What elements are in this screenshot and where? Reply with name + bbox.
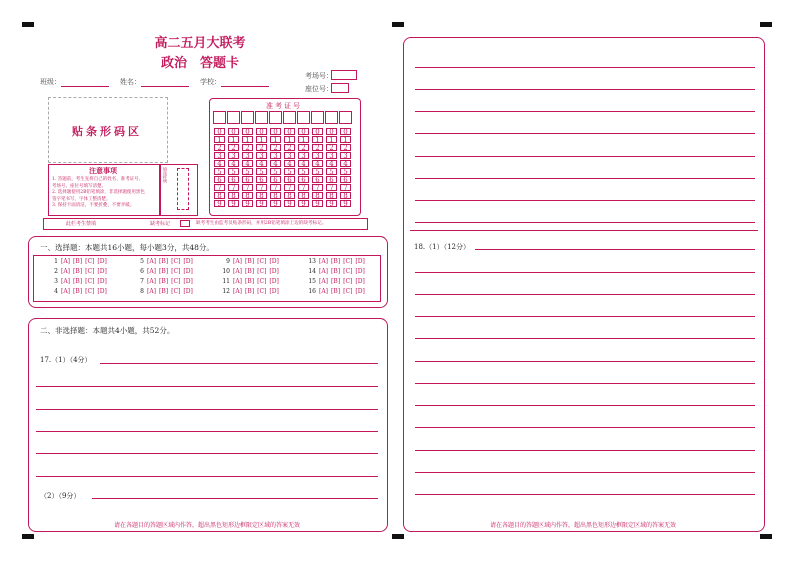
option-bubble[interactable]: [A]	[319, 258, 329, 265]
admission-write-cell[interactable]	[283, 111, 296, 124]
admission-digit-bubble[interactable]: 1	[214, 136, 225, 143]
admission-digit-bubble[interactable]: 8	[284, 192, 295, 199]
question-number: 5	[140, 258, 144, 265]
admission-digit-bubble[interactable]: 9	[256, 200, 267, 207]
q17-1-label: 17.（1）（4分）	[40, 356, 92, 364]
admission-digit-bubble[interactable]: 1	[284, 136, 295, 143]
sample-swatch	[177, 168, 189, 210]
question-number: 7	[140, 278, 144, 285]
option-bubble[interactable]: [A]	[147, 268, 157, 275]
seat-box[interactable]	[331, 83, 349, 93]
option-bubble[interactable]: [C]	[85, 268, 95, 275]
admission-digit-bubble[interactable]: 6	[340, 176, 351, 183]
option-bubble[interactable]: [D]	[269, 278, 279, 285]
admission-digit-bubble[interactable]: 5	[326, 168, 337, 175]
question-number: 2	[54, 268, 58, 275]
admission-digit-bubble[interactable]: 9	[284, 200, 295, 207]
barcode-label: 贴条形码区	[72, 125, 142, 138]
admission-digit-bubble[interactable]: 5	[242, 168, 253, 175]
admission-write-cell[interactable]	[241, 111, 254, 124]
admission-digit-bubble[interactable]: 1	[242, 136, 253, 143]
answer-line[interactable]	[415, 156, 755, 157]
option-bubble[interactable]: [C]	[257, 258, 267, 265]
answer-line[interactable]	[415, 272, 755, 273]
option-bubble[interactable]: [A]	[61, 278, 71, 285]
admission-digit-bubble[interactable]: 3	[340, 152, 351, 159]
option-bubble[interactable]: [B]	[73, 258, 83, 265]
room-label: 考场号：	[305, 72, 333, 80]
choice-row[interactable]	[306, 268, 368, 275]
option-bubble[interactable]: [B]	[73, 288, 83, 295]
option-bubble[interactable]: [C]	[343, 278, 353, 285]
admission-digit-bubble[interactable]: 7	[270, 184, 281, 191]
choice-row[interactable]	[220, 278, 282, 285]
admission-digit-bubble[interactable]: 4	[270, 160, 281, 167]
answer-line[interactable]	[100, 363, 378, 364]
admission-digit-bubble[interactable]: 0	[312, 128, 323, 135]
question-number: 15	[308, 278, 316, 285]
admission-digit-bubble[interactable]: 6	[298, 176, 309, 183]
admission-digit-bubble[interactable]: 0	[270, 128, 281, 135]
admission-digit-bubble[interactable]: 9	[312, 200, 323, 207]
admission-label: 准考证号	[266, 102, 302, 110]
registration-mark	[22, 22, 34, 27]
option-bubble[interactable]: [C]	[85, 278, 95, 285]
admission-digit-bubble[interactable]: 3	[228, 152, 239, 159]
admission-write-cell[interactable]	[297, 111, 310, 124]
admission-write-cell[interactable]	[227, 111, 240, 124]
option-bubble[interactable]: [D]	[269, 288, 279, 295]
option-bubble[interactable]: [C]	[343, 288, 353, 295]
section2-title: 二、非选择题：本题共4小题，共52分。	[40, 326, 175, 335]
option-bubble[interactable]: [A]	[61, 268, 71, 275]
option-bubble[interactable]: [D]	[355, 268, 365, 275]
option-bubble[interactable]: [D]	[97, 288, 107, 295]
admission-digit-bubble[interactable]: 1	[298, 136, 309, 143]
option-bubble[interactable]: [C]	[257, 278, 267, 285]
admission-digit-bubble[interactable]: 2	[242, 144, 253, 151]
admission-digit-bubble[interactable]: 0	[326, 128, 337, 135]
option-bubble[interactable]: [A]	[233, 288, 243, 295]
school-field[interactable]	[200, 76, 269, 87]
question-number: 3	[54, 278, 58, 285]
answer-line[interactable]	[415, 294, 755, 295]
option-bubble[interactable]: [A]	[147, 288, 157, 295]
admission-digit-bubble[interactable]: 3	[270, 152, 281, 159]
answer-line[interactable]	[36, 431, 378, 432]
admission-digit-bubble[interactable]: 8	[214, 192, 225, 199]
admission-digit-bubble[interactable]: 3	[256, 152, 267, 159]
option-bubble[interactable]: [D]	[269, 268, 279, 275]
admission-digit-bubble[interactable]: 0	[214, 128, 225, 135]
admission-digit-bubble[interactable]: 5	[340, 168, 351, 175]
notice-title: 注意事项	[89, 166, 117, 175]
admission-write-cell[interactable]	[325, 111, 338, 124]
option-bubble[interactable]: [C]	[257, 288, 267, 295]
question-number: 12	[222, 288, 230, 295]
answer-line[interactable]	[415, 494, 755, 495]
admission-digit-bubble[interactable]: 1	[270, 136, 281, 143]
sample-label: 填涂样例	[163, 167, 168, 183]
admission-digit-bubble[interactable]: 4	[242, 160, 253, 167]
absent-mark-box[interactable]	[180, 220, 190, 227]
option-bubble[interactable]: [C]	[171, 278, 181, 285]
admission-digit-bubble[interactable]: 6	[284, 176, 295, 183]
option-bubble[interactable]: [C]	[171, 258, 181, 265]
admission-digit-bubble[interactable]: 7	[256, 184, 267, 191]
admission-digit-bubble[interactable]: 4	[326, 160, 337, 167]
option-bubble[interactable]: [D]	[355, 278, 365, 285]
option-bubble[interactable]: [D]	[183, 258, 193, 265]
answer-line[interactable]	[415, 133, 755, 134]
answer-line[interactable]	[475, 249, 755, 250]
admission-digit-bubble[interactable]: 3	[284, 152, 295, 159]
admission-digit-bubble[interactable]: 4	[312, 160, 323, 167]
footer-right: 请在各题目的答题区域内作答，超出黑色矩形边框限定区域的答案无效	[489, 522, 676, 529]
answer-line[interactable]	[415, 316, 755, 317]
option-bubble[interactable]: [D]	[97, 268, 107, 275]
option-bubble[interactable]: [C]	[85, 258, 95, 265]
forbid-left: 此栏考生禁填	[66, 221, 97, 227]
option-bubble[interactable]: [B]	[73, 268, 83, 275]
option-bubble[interactable]: [B]	[245, 288, 255, 295]
admission-digit-bubble[interactable]: 6	[242, 176, 253, 183]
admission-digit-bubble[interactable]: 4	[298, 160, 309, 167]
option-bubble[interactable]: [D]	[355, 258, 365, 265]
answer-line[interactable]	[92, 498, 378, 499]
option-bubble[interactable]: [D]	[183, 278, 193, 285]
option-bubble[interactable]: [A]	[61, 288, 71, 295]
admission-digit-bubble[interactable]: 1	[256, 136, 267, 143]
admission-digit-bubble[interactable]: 4	[214, 160, 225, 167]
option-bubble[interactable]: [B]	[245, 268, 255, 275]
admission-digit-bubble[interactable]: 0	[256, 128, 267, 135]
answer-line[interactable]	[36, 386, 378, 387]
admission-digit-bubble[interactable]: 8	[228, 192, 239, 199]
option-bubble[interactable]: [B]	[331, 258, 341, 265]
forbid-right: 缺考考生由监考员贴条形码，并用2B铅笔填涂上边的缺考标记。	[196, 221, 327, 226]
answer-line[interactable]	[415, 338, 755, 339]
option-bubble[interactable]: [D]	[355, 288, 365, 295]
admission-write-cell[interactable]	[339, 111, 352, 124]
option-bubble[interactable]: [A]	[319, 268, 329, 275]
admission-digit-bubble[interactable]: 4	[228, 160, 239, 167]
admission-digit-bubble[interactable]: 8	[256, 192, 267, 199]
question-number: 8	[140, 288, 144, 295]
admission-digit-bubble[interactable]: 7	[228, 184, 239, 191]
admission-digit-bubble[interactable]: 6	[312, 176, 323, 183]
admission-digit-bubble[interactable]: 6	[326, 176, 337, 183]
option-bubble[interactable]: [D]	[183, 288, 193, 295]
option-bubble[interactable]: [C]	[171, 268, 181, 275]
choice-row[interactable]	[48, 258, 110, 265]
option-bubble[interactable]: [A]	[61, 258, 71, 265]
admission-digit-bubble[interactable]: 5	[270, 168, 281, 175]
admission-digit-bubble[interactable]: 7	[214, 184, 225, 191]
admission-digit-bubble[interactable]: 2	[340, 144, 351, 151]
admission-digit-bubble[interactable]: 8	[270, 192, 281, 199]
option-bubble[interactable]: [D]	[97, 258, 107, 265]
choice-row[interactable]	[48, 268, 110, 275]
admission-digit-bubble[interactable]: 3	[214, 152, 225, 159]
choice-row[interactable]	[306, 258, 368, 265]
registration-mark	[22, 534, 34, 539]
choice-row[interactable]	[48, 288, 110, 295]
answer-line[interactable]	[36, 409, 378, 410]
question-number: 6	[140, 268, 144, 275]
answer-line[interactable]	[415, 450, 755, 451]
option-bubble[interactable]: [B]	[331, 288, 341, 295]
option-bubble[interactable]: [A]	[233, 258, 243, 265]
question-number: 13	[308, 258, 316, 265]
admission-write-cell[interactable]	[269, 111, 282, 124]
admission-digit-bubble[interactable]: 2	[214, 144, 225, 151]
choice-row[interactable]	[306, 288, 368, 295]
seat-label: 座位号：	[305, 85, 333, 93]
name-field[interactable]	[120, 76, 189, 87]
option-bubble[interactable]: [B]	[159, 258, 169, 265]
admission-digit-bubble[interactable]: 4	[340, 160, 351, 167]
admission-digit-bubble[interactable]: 2	[312, 144, 323, 151]
option-bubble[interactable]: [B]	[331, 278, 341, 285]
admission-digit-bubble[interactable]: 3	[298, 152, 309, 159]
option-bubble[interactable]: [A]	[233, 268, 243, 275]
option-bubble[interactable]: [D]	[97, 278, 107, 285]
option-bubble[interactable]: [C]	[343, 258, 353, 265]
admission-digit-bubble[interactable]: 7	[340, 184, 351, 191]
admission-digit-bubble[interactable]: 7	[284, 184, 295, 191]
choice-grid[interactable]	[36, 258, 376, 298]
admission-digit-bubble[interactable]: 5	[312, 168, 323, 175]
answer-line[interactable]	[415, 472, 755, 473]
admission-digit-bubble[interactable]: 7	[298, 184, 309, 191]
admission-digit-bubble[interactable]: 9	[270, 200, 281, 207]
section1-title: 一、选择题：本题共16小题，每小题3分，共48分。	[40, 243, 214, 252]
answer-line[interactable]	[415, 383, 755, 384]
question-number: 11	[222, 278, 230, 285]
admission-digit-bubble[interactable]: 8	[312, 192, 323, 199]
answer-line[interactable]	[36, 476, 378, 477]
admission-digit-bubble[interactable]: 6	[214, 176, 225, 183]
admission-digit-bubble[interactable]: 1	[312, 136, 323, 143]
admission-digit-bubble[interactable]: 1	[340, 136, 351, 143]
admission-digit-bubble[interactable]: 0	[298, 128, 309, 135]
question-number: 10	[222, 268, 230, 275]
q17-2-label: （2）（9分）	[40, 492, 81, 500]
notice-text: 1. 答题前，考生先将自己的姓名、准考证号、 考场号、座位号填写清楚。 2. 选择题使用2B铅笔填涂，非选择题使用黑色 签字笔书写，字体工整清楚。 3. 保持卡面清洁，不要折叠、不要弄破。	[52, 177, 145, 208]
admission-digit-bubble[interactable]: 2	[326, 144, 337, 151]
answer-line[interactable]	[415, 178, 755, 179]
option-bubble[interactable]: [B]	[73, 278, 83, 285]
option-bubble[interactable]: [C]	[257, 268, 267, 275]
admission-digit-bubble[interactable]: 9	[228, 200, 239, 207]
option-bubble[interactable]: [A]	[319, 278, 329, 285]
admission-digit-bubble[interactable]: 1	[326, 136, 337, 143]
admission-digit-bubble[interactable]: 2	[284, 144, 295, 151]
admission-digit-bubble[interactable]: 7	[312, 184, 323, 191]
admission-digit-bubble[interactable]: 0	[242, 128, 253, 135]
option-bubble[interactable]: [A]	[319, 288, 329, 295]
question-number: 4	[54, 288, 58, 295]
admission-digit-bubble[interactable]: 0	[284, 128, 295, 135]
forbid-mid: 缺考标记	[150, 221, 171, 227]
option-bubble[interactable]: [B]	[245, 258, 255, 265]
admission-grid[interactable]	[212, 111, 357, 211]
school-label: 学校：	[200, 78, 221, 86]
question-number: 1	[54, 258, 58, 265]
admission-digit-bubble[interactable]: 8	[326, 192, 337, 199]
admission-digit-bubble[interactable]: 3	[326, 152, 337, 159]
admission-write-cell[interactable]	[213, 111, 226, 124]
admission-digit-bubble[interactable]: 5	[214, 168, 225, 175]
option-bubble[interactable]: [A]	[233, 278, 243, 285]
answer-line[interactable]	[415, 405, 755, 406]
option-bubble[interactable]: [B]	[245, 278, 255, 285]
registration-mark	[392, 22, 404, 27]
registration-mark	[392, 534, 404, 539]
question-number: 16	[308, 288, 316, 295]
seat-field[interactable]	[305, 84, 333, 94]
admission-write-cell[interactable]	[255, 111, 268, 124]
option-bubble[interactable]: [C]	[343, 268, 353, 275]
class-field[interactable]	[40, 76, 109, 87]
option-bubble[interactable]: [C]	[85, 288, 95, 295]
option-bubble[interactable]: [A]	[147, 278, 157, 285]
question-number: 9	[226, 258, 230, 265]
answer-line[interactable]	[415, 89, 755, 90]
option-bubble[interactable]: [B]	[331, 268, 341, 275]
option-bubble[interactable]: [B]	[159, 268, 169, 275]
admission-digit-bubble[interactable]: 0	[340, 128, 351, 135]
option-bubble[interactable]: [D]	[183, 268, 193, 275]
page-title: 高二五月大联考	[154, 36, 246, 51]
choice-row[interactable]	[220, 258, 282, 265]
answer-line[interactable]	[415, 361, 755, 362]
admission-digit-bubble[interactable]: 2	[228, 144, 239, 151]
choice-row[interactable]	[134, 258, 196, 265]
admission-digit-bubble[interactable]: 8	[242, 192, 253, 199]
admission-digit-bubble[interactable]: 9	[326, 200, 337, 207]
section-essay	[28, 318, 388, 532]
answer-line[interactable]	[415, 111, 755, 112]
admission-digit-bubble[interactable]: 6	[228, 176, 239, 183]
admission-digit-bubble[interactable]: 2	[256, 144, 267, 151]
answer-line[interactable]	[415, 67, 755, 68]
choice-row[interactable]	[134, 288, 196, 295]
admission-digit-bubble[interactable]: 3	[312, 152, 323, 159]
admission-digit-bubble[interactable]: 8	[340, 192, 351, 199]
q18-1-label: 18.（1）（12分）	[414, 243, 470, 251]
admission-digit-bubble[interactable]: 9	[340, 200, 351, 207]
admission-digit-bubble[interactable]: 2	[270, 144, 281, 151]
choice-row[interactable]	[134, 278, 196, 285]
admission-digit-bubble[interactable]: 2	[298, 144, 309, 151]
admission-digit-bubble[interactable]: 3	[242, 152, 253, 159]
class-label: 班级：	[40, 78, 61, 86]
footer-left: 请在各题目的答题区域内作答，超出黑色矩形边框限定区域的答案无效	[113, 522, 300, 529]
room-field[interactable]	[305, 71, 333, 81]
admission-digit-bubble[interactable]: 9	[298, 200, 309, 207]
section-divider	[410, 230, 758, 231]
admission-digit-bubble[interactable]: 5	[256, 168, 267, 175]
answer-line[interactable]	[415, 222, 755, 223]
admission-digit-bubble[interactable]: 9	[242, 200, 253, 207]
answer-line[interactable]	[36, 453, 378, 454]
admission-digit-bubble[interactable]: 0	[228, 128, 239, 135]
choice-row[interactable]	[306, 278, 368, 285]
option-bubble[interactable]: [D]	[269, 258, 279, 265]
room-box[interactable]	[331, 70, 357, 80]
admission-digit-bubble[interactable]: 4	[256, 160, 267, 167]
admission-digit-bubble[interactable]: 7	[326, 184, 337, 191]
admission-digit-bubble[interactable]: 8	[298, 192, 309, 199]
choice-row[interactable]	[220, 288, 282, 295]
admission-digit-bubble[interactable]: 9	[214, 200, 225, 207]
registration-mark	[760, 534, 772, 539]
admission-digit-bubble[interactable]: 6	[256, 176, 267, 183]
admission-write-cell[interactable]	[311, 111, 324, 124]
choice-row[interactable]	[134, 268, 196, 275]
option-bubble[interactable]: [C]	[171, 288, 181, 295]
admission-digit-bubble[interactable]: 5	[298, 168, 309, 175]
option-bubble[interactable]: [B]	[159, 288, 169, 295]
admission-digit-bubble[interactable]: 5	[284, 168, 295, 175]
admission-digit-bubble[interactable]: 1	[228, 136, 239, 143]
choice-row[interactable]	[220, 268, 282, 275]
page-subtitle: 政治 答题卡	[160, 56, 239, 71]
option-bubble[interactable]: [A]	[147, 258, 157, 265]
answer-line[interactable]	[415, 427, 755, 428]
admission-digit-bubble[interactable]: 6	[270, 176, 281, 183]
registration-mark	[760, 22, 772, 27]
admission-digit-bubble[interactable]: 4	[284, 160, 295, 167]
admission-digit-bubble[interactable]: 7	[242, 184, 253, 191]
option-bubble[interactable]: [B]	[159, 278, 169, 285]
question-number: 14	[308, 268, 316, 275]
name-label: 姓名：	[120, 78, 141, 86]
admission-digit-bubble[interactable]: 5	[228, 168, 239, 175]
answer-line[interactable]	[415, 200, 755, 201]
choice-row[interactable]	[48, 278, 110, 285]
